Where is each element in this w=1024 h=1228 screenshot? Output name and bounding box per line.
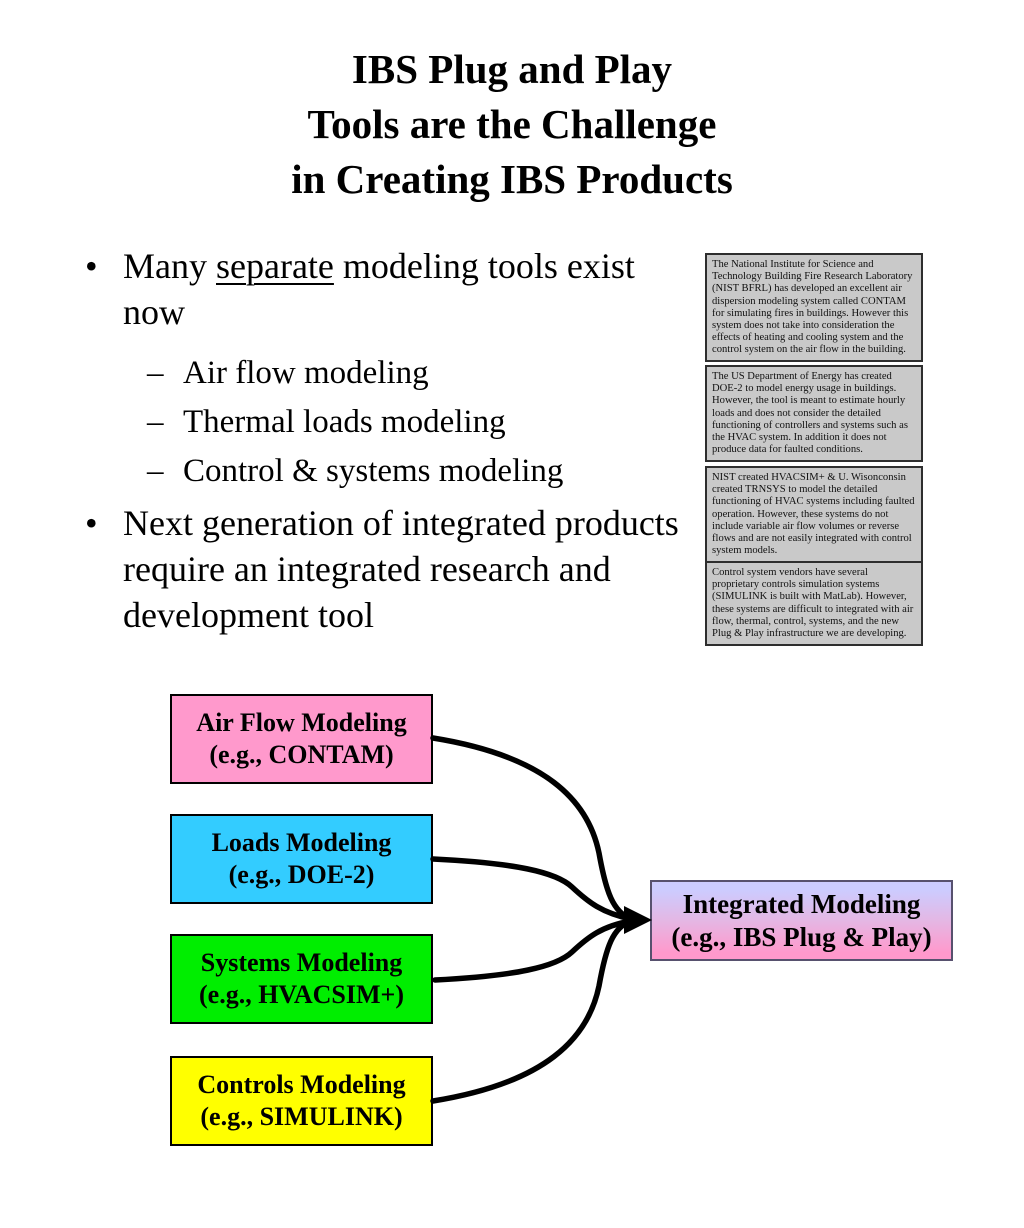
slide-title-line-2: Tools are the Challenge — [307, 101, 717, 147]
bullet-marker: • — [85, 246, 98, 286]
dash-marker: – — [147, 453, 164, 489]
bullet-text-underlined: separate — [216, 246, 334, 286]
arrow-air-flow-to-integrated — [433, 738, 631, 919]
bullet-marker: • — [85, 503, 98, 543]
box-title: Air Flow Modeling — [196, 708, 407, 737]
sub-bullet-text: Thermal loads modeling — [183, 404, 506, 440]
sub-bullet-control-systems — [147, 447, 710, 496]
box-subtitle: (e.g., SIMULINK) — [200, 1102, 403, 1131]
note-doe2: The US Department of Energy has created DOE-2 to model energy usage in buildings. However, the tool is meant to estimate hourly loads and does not consider the detailed functioning of controllers and systems such as the HVAC system. In addition it does not produce data for faulted conditions. — [705, 365, 923, 462]
slide-title-line-3: in Creating IBS Products — [291, 156, 733, 202]
diagram-box-air-flow-modeling — [170, 694, 433, 784]
sub-bullet-air-flow — [147, 349, 710, 398]
bullet-list — [85, 243, 710, 638]
bullet-text-pre: Many — [123, 246, 216, 286]
bullet-text-post: modeling tools exist now — [123, 246, 635, 332]
arrow-controls-to-integrated — [433, 921, 631, 1101]
dash-marker: – — [147, 404, 164, 440]
box-subtitle: (e.g., HVACSIM+) — [199, 980, 404, 1009]
arrowhead-icon — [624, 906, 652, 934]
diagram-box-systems-modeling — [170, 934, 433, 1024]
diagram-box-loads-modeling — [170, 814, 433, 904]
slide-title — [0, 42, 1024, 207]
box-title: Controls Modeling — [197, 1070, 406, 1099]
sub-bullet-list — [147, 349, 710, 496]
sub-bullet-text: Control & systems modeling — [183, 453, 564, 489]
diagram-box-integrated-modeling — [650, 880, 953, 961]
arrow-systems-to-integrated — [435, 921, 631, 980]
bullet-text: Next generation of integrated products require an integrated research and development tool — [123, 503, 679, 635]
box-title: Systems Modeling — [200, 948, 403, 977]
box-subtitle: (e.g., IBS Plug & Play) — [671, 921, 932, 952]
note-simulink: Control system vendors have several proprietary controls simulation systems (SIMULINK is built with MatLab). However, these systems are difficult to integrated with air flow, thermal, control, systems, and the new Plug & Play infrastructure we are developing. — [705, 561, 923, 646]
box-title: Loads Modeling — [211, 828, 392, 857]
dash-marker: – — [147, 355, 164, 391]
bullet-item-many-tools — [85, 243, 710, 335]
sub-bullet-thermal-loads — [147, 398, 710, 447]
bullet-item-next-generation — [85, 500, 710, 638]
box-title: Integrated Modeling — [682, 888, 921, 919]
arrow-loads-to-integrated — [433, 859, 631, 919]
box-subtitle: (e.g., DOE-2) — [228, 860, 375, 889]
bullet-text — [123, 243, 683, 335]
note-contam: The National Institute for Science and Technology Building Fire Research Laboratory (NIST BFRL) has developed an excellent air dispersion modeling system called CONTAM for simulating fires in buildings. However this system does not take into consideration the effects of heating and cooling system and the control system on the air flow in the building. — [705, 253, 923, 362]
box-subtitle: (e.g., CONTAM) — [209, 740, 394, 769]
slide-title-line-1: IBS Plug and Play — [351, 46, 673, 92]
sub-bullet-text: Air flow modeling — [183, 355, 429, 391]
note-hvacsim-trnsys: NIST created HVACSIM+ & U. Wisonconsin created TRNSYS to model the detailed functioning of HVAC systems including faulted operation. However, these systems do not include variable air flow volumes or reverse flows and are not easily integrated with control system models. — [705, 466, 923, 563]
diagram-box-controls-modeling — [170, 1056, 433, 1146]
